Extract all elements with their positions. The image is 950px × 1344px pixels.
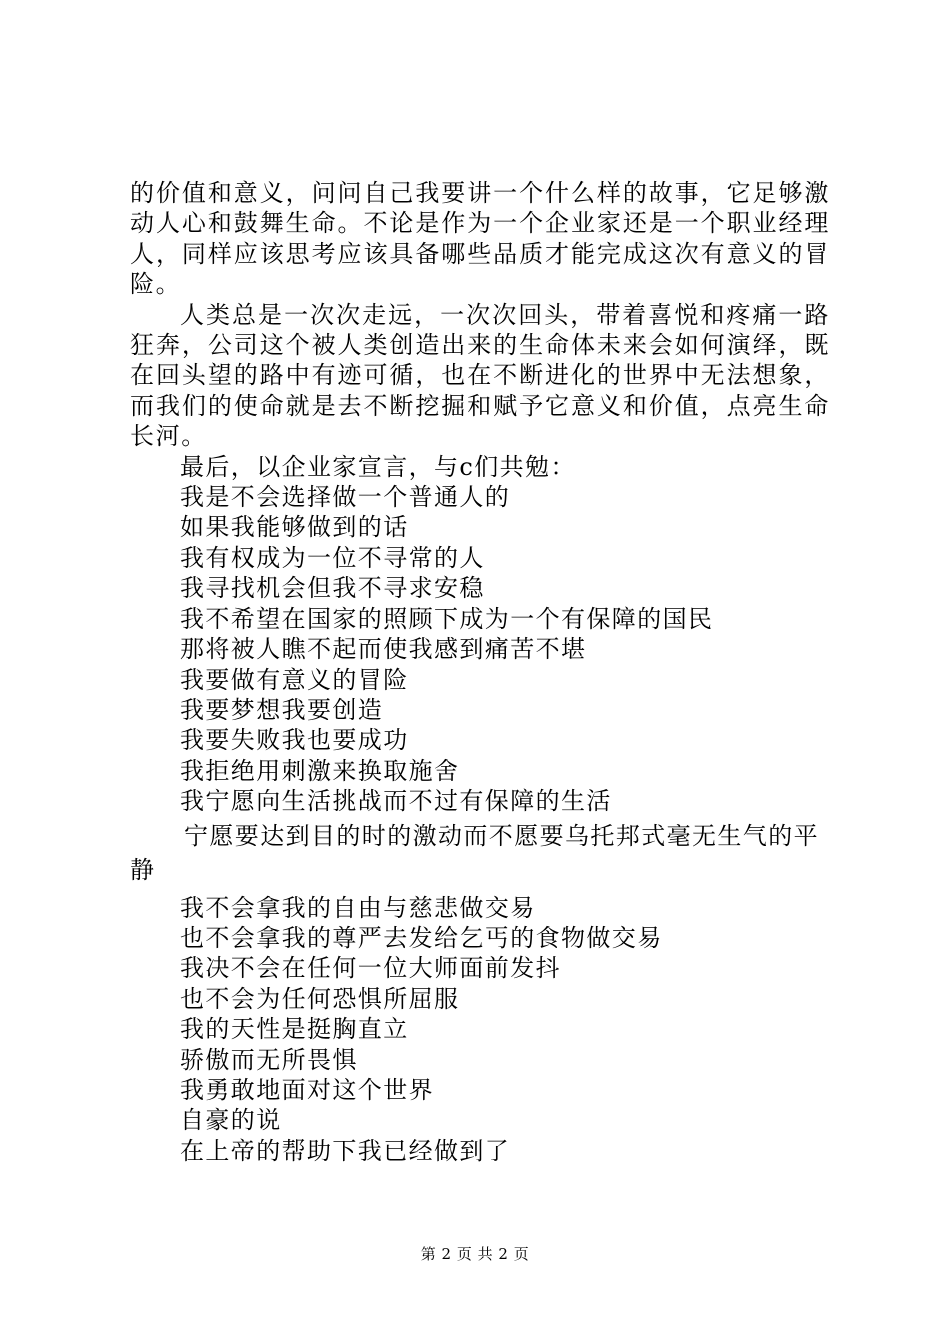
manifesto-line: 最后，以企业家宣言，与c们共勉： xyxy=(180,452,576,481)
manifesto-line: 我寻找机会但我不寻求安稳 xyxy=(180,574,485,603)
page-footer: 第 2 页 共 2 页 xyxy=(420,1245,530,1263)
manifesto-line: 宁愿要达到目的时的激动而不愿要乌托邦式毫无生气的平静 xyxy=(130,821,819,884)
manifesto-line: 我决不会在任何一位大师面前发抖 xyxy=(180,954,561,983)
manifesto-line: 骄傲而无所畏惧 xyxy=(180,1045,358,1074)
manifesto-line: 我要失败我也要成功 xyxy=(180,726,409,755)
manifesto-line: 我要梦想我要创造 xyxy=(180,695,384,724)
manifesto-line: 我不希望在国家的照顾下成为一个有保障的国民 xyxy=(180,604,714,633)
manifesto-line: 我不会拿我的自由与慈悲做交易 xyxy=(180,893,536,922)
document-body xyxy=(130,178,830,1166)
manifesto-line: 我有权成为一位不寻常的人 xyxy=(180,543,485,572)
manifesto-line: 我的天性是挺胸直立 xyxy=(180,1015,409,1044)
manifesto-line: 在上帝的帮助下我已经做到了 xyxy=(180,1136,511,1165)
manifesto-line: 我宁愿向生活挑战而不过有保障的生活 xyxy=(180,787,612,816)
manifesto-line: 也不会拿我的尊严去发给乞丐的食物做交易 xyxy=(180,923,663,952)
manifesto-line: 那将被人瞧不起而使我感到痛苦不堪 xyxy=(180,635,587,664)
manifesto-line: 我拒绝用刺激来换取施舍 xyxy=(180,756,460,785)
manifesto-line: 也不会为任何恐惧所屈服 xyxy=(180,984,460,1013)
manifesto-line: 我勇敢地面对这个世界 xyxy=(180,1075,434,1104)
paragraph-continuation: 的价值和意义，问问自己我要讲一个什么样的故事，它足够激动人心和鼓舞生命。不论是作为一个企业家还是一个职业经理人，同样应该思考应该具备哪些品质才能完成这次有意义的冒险。 xyxy=(130,179,830,299)
entrepreneur-manifesto xyxy=(130,452,830,1167)
manifesto-line: 自豪的说 xyxy=(180,1106,282,1135)
manifesto-line: 我要做有意义的冒险 xyxy=(180,665,409,694)
manifesto-line: 我是不会选择做一个普通人的 xyxy=(180,483,511,512)
paragraph-human-journey: 人类总是一次次走远，一次次回头，带着喜悦和疼痛一路狂奔，公司这个被人类创造出来的生命体未来会如何演绎，既在回头望的路中有迹可循，也在不断进化的世界中无法想象，而我们的使命就是去不断挖掘和赋予它意义和价值，点亮生命长河。 xyxy=(130,300,830,451)
manifesto-line: 如果我能够做到的话 xyxy=(180,513,409,542)
